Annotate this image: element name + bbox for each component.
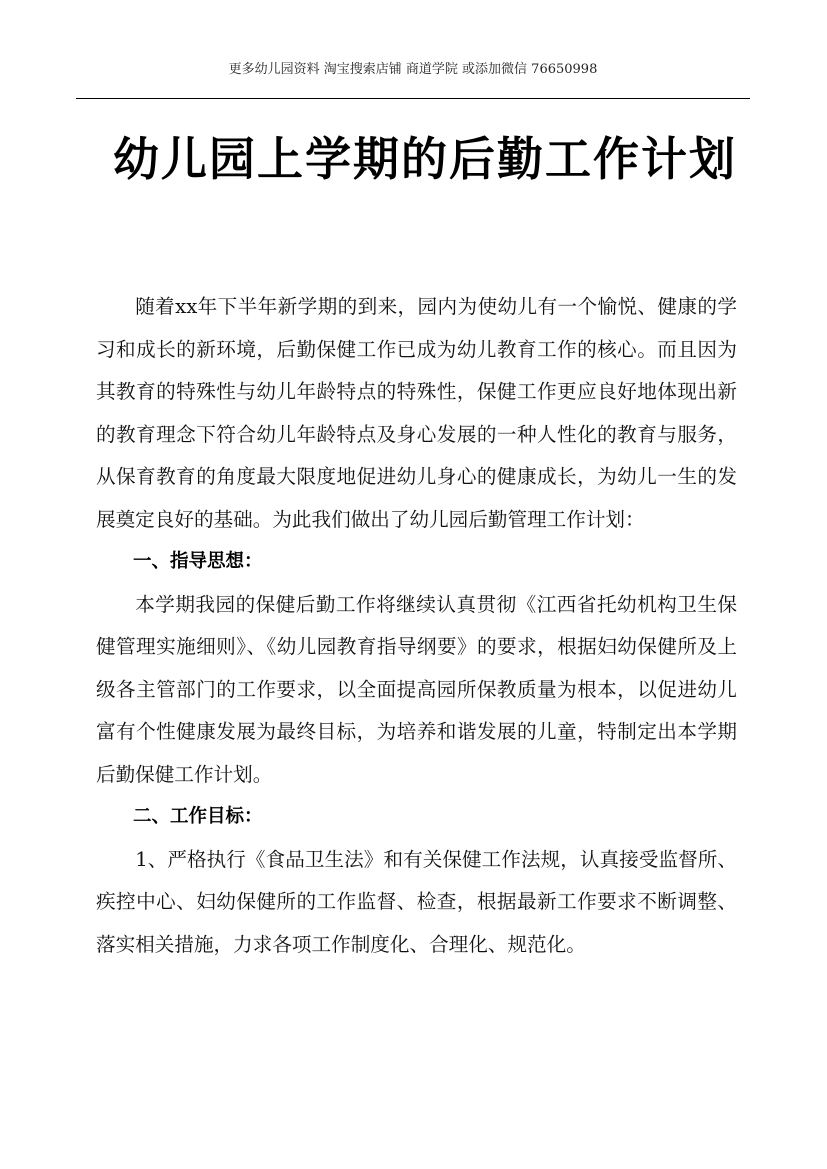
document-title: 幼儿园上学期的后勤工作计划: [113, 132, 737, 186]
header-divider: [76, 98, 750, 99]
section-heading-guiding-thought: 一、指导思想：: [133, 551, 263, 572]
page-header: 更多幼儿园资料 淘宝搜索店铺 商道学院 或添加微信 76650998: [228, 62, 598, 77]
document-body: [96, 286, 737, 966]
intro-paragraph: 随着xx年下半年新学期的到来，园内为使幼儿有一个愉悦、健康的学习和成长的新环境，后勤保健工作已成为幼儿教育工作的核心。而且因为其教育的特殊性与幼儿年龄特点的特殊性，保健工作更应良好地体现出新的教育理念下符合幼儿年龄特点及身心发展的一种人性化的教育与服务，从保育教育的角度最大限度地促进幼儿身心的健康成长，为幼儿一生的发展奠定良好的基础。为此我们做出了幼儿园后勤管理工作计划：: [96, 295, 737, 531]
section-heading-work-goals: 二、工作目标：: [133, 806, 263, 827]
work-goal-item-1: 1、严格执行《食品卫生法》和有关保健工作法规，认真接受监督所、疾控中心、妇幼保健所的工作监督、检查，根据最新工作要求不断调整、落实相关措施，力求各项工作制度化、合理化、规范化。: [96, 847, 737, 956]
guiding-thought-paragraph: 本学期我园的保健后勤工作将继续认真贯彻《江西省托幼机构卫生保健管理实施细则》、《幼儿园教育指导纲要》的要求，根据妇幼保健所及上级各主管部门的工作要求，以全面提高园所保教质量为根本，以促进幼儿富有个性健康发展为最终目标，为培养和谐发展的儿童，特制定出本学期后勤保健工作计划。: [96, 592, 737, 786]
